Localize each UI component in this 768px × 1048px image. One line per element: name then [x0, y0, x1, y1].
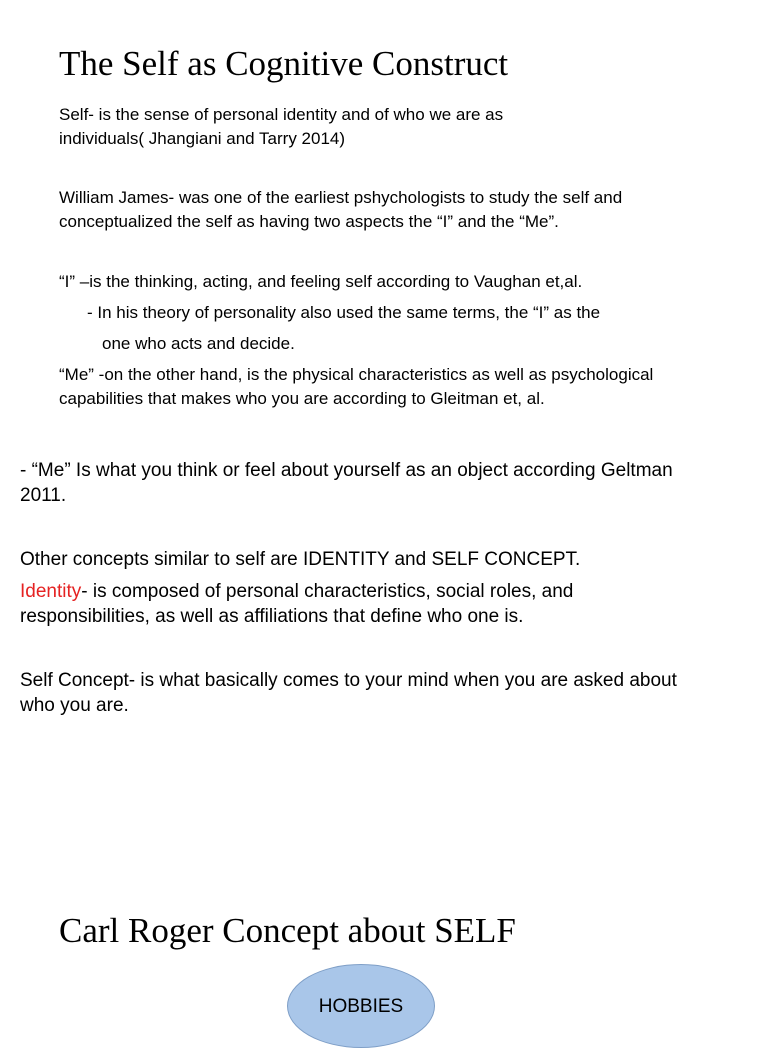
identity-definition-line-1: - is composed of personal characteristics, social roles, and	[81, 581, 574, 602]
identity-term: Identity	[20, 581, 82, 602]
hobbies-label: HOBBIES	[318, 996, 404, 1017]
william-james-line-2: conceptualized the self as having two aspects the “I” and the “Me”.	[59, 212, 559, 231]
carl-roger-title: Carl Roger Concept about SELF	[59, 911, 516, 950]
self-definition	[59, 103, 503, 151]
me-object-line-1: - “Me” Is what you think or feel about yourself as an object according Geltman	[20, 460, 673, 481]
theory-line-1: - In his theory of personality also used the same terms, the “I” as the	[87, 303, 601, 322]
william-james-line-1: William James- was one of the earliest pshychologists to study the self and	[59, 188, 623, 207]
me-definition	[59, 363, 653, 411]
slide-title: The Self as Cognitive Construct	[59, 44, 509, 83]
self-concept-line-1: Self Concept- is what basically comes to your mind when you are asked about	[20, 670, 677, 691]
me-definition-line-2: capabilities that makes who you are according to Gleitman et, al.	[59, 389, 545, 408]
i-definition: “I” –is the thinking, acting, and feeling self according to Vaughan et,al.	[59, 272, 583, 291]
theory-line-2: one who acts and decide.	[102, 334, 295, 353]
self-definition-line-1: Self- is the sense of personal identity and of who we are as	[59, 105, 504, 124]
william-james-paragraph	[59, 186, 622, 234]
self-concept-line-2: who you are.	[20, 695, 129, 716]
me-object-paragraph	[20, 458, 673, 508]
me-definition-line-1: “Me” -on the other hand, is the physical characteristics as well as psychological	[59, 365, 654, 384]
self-definition-line-2: individuals( Jhangiani and Tarry 2014)	[59, 129, 346, 148]
other-concepts: Other concepts similar to self are IDENTITY and SELF CONCEPT.	[20, 549, 581, 570]
me-object-line-2: 2011.	[20, 485, 67, 506]
identity-definition-line-2: responsibilities, as well as affiliations that define who one is.	[20, 606, 524, 627]
self-concept-paragraph	[20, 668, 677, 718]
identity-paragraph	[20, 579, 573, 629]
hobbies-ellipse	[287, 964, 435, 1048]
